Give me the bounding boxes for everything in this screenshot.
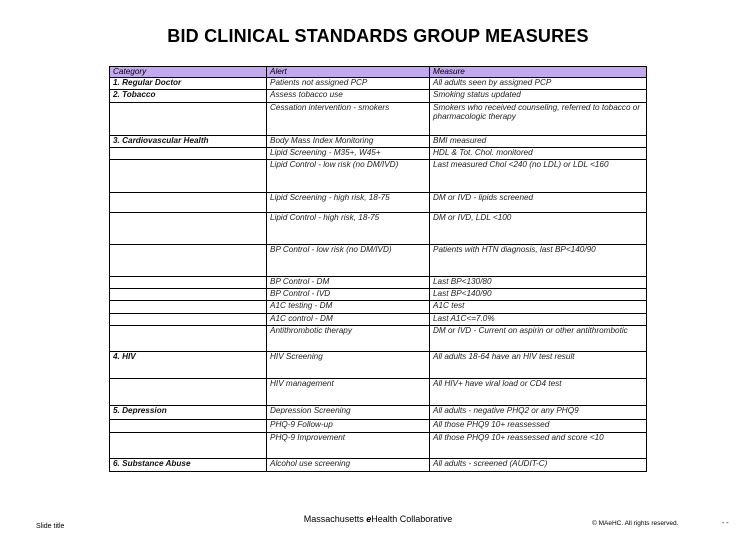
table-row	[110, 326, 647, 352]
cell-measure: BMI measured	[430, 135, 647, 147]
cell-alert: PHQ-9 Improvement	[267, 433, 430, 459]
table-row	[110, 160, 647, 193]
cell-category	[110, 433, 267, 459]
table-row	[110, 213, 647, 245]
cell-category: 1. Regular Doctor	[110, 78, 267, 90]
cell-measure: Smoking status updated	[430, 90, 647, 102]
cell-alert: BP Control - IVD	[267, 289, 430, 301]
table-row	[110, 78, 647, 90]
cell-category	[110, 193, 267, 213]
cell-alert: A1C control - DM	[267, 313, 430, 325]
table-row	[110, 433, 647, 459]
cell-alert: Cessation intervention - smokers	[267, 102, 430, 135]
cell-category	[110, 326, 267, 352]
table-row	[110, 245, 647, 277]
cell-measure: All those PHQ9 10+ reassessed	[430, 419, 647, 433]
cell-category	[110, 276, 267, 288]
cell-category	[110, 301, 267, 313]
org-name-part3: Health Collaborative	[371, 514, 453, 524]
cell-measure: DM or IVD, LDL <100	[430, 213, 647, 245]
measures-table	[109, 66, 647, 472]
table-row	[110, 352, 647, 379]
header-measure: Measure	[430, 67, 647, 78]
cell-category	[110, 102, 267, 135]
header-alert: Alert	[267, 67, 430, 78]
org-name-part1: Massachusetts	[303, 514, 367, 524]
cell-measure: Last BP<140/90	[430, 289, 647, 301]
table-row	[110, 301, 647, 313]
table-row	[110, 379, 647, 406]
cell-category	[110, 213, 267, 245]
table-row	[110, 276, 647, 288]
cell-measure: Last A1C<=7.0%	[430, 313, 647, 325]
cell-category	[110, 419, 267, 433]
cell-category	[110, 160, 267, 193]
cell-category: 3. Cardiovascular Health	[110, 135, 267, 147]
slide-title-heading: BID CLINICAL STANDARDS GROUP MEASURES	[167, 26, 589, 46]
table-row	[110, 406, 647, 420]
cell-alert: Assess tobacco use	[267, 90, 430, 102]
cell-alert: PHQ-9 Follow-up	[267, 419, 430, 433]
cell-alert: Body Mass Index Monitoring	[267, 135, 430, 147]
cell-measure: A1C test	[430, 301, 647, 313]
cell-alert: Alcohol use screening	[267, 459, 430, 472]
table-row	[110, 193, 647, 213]
table-row	[110, 289, 647, 301]
org-name-e: e	[366, 514, 372, 524]
table-row	[110, 135, 647, 147]
cell-alert: Lipid Screening - M35+, W45+	[267, 147, 430, 159]
table-row	[110, 419, 647, 433]
cell-category	[110, 245, 267, 277]
cell-alert: Lipid Control - high risk, 18-75	[267, 213, 430, 245]
cell-category	[110, 379, 267, 406]
cell-measure: All adults 18-64 have an HIV test result	[430, 352, 647, 379]
cell-alert: A1C testing - DM	[267, 301, 430, 313]
header-category: Category	[110, 67, 267, 78]
cell-alert: BP Control - low risk (no DM/IVD)	[267, 245, 430, 277]
cell-category	[110, 147, 267, 159]
footer-copyright: © MAeHC. All rights reserved.	[592, 520, 679, 527]
cell-alert: Depression Screening	[267, 406, 430, 420]
cell-measure: HDL & Tot. Chol. monitored	[430, 147, 647, 159]
cell-measure: Last BP<130/80	[430, 276, 647, 288]
cell-measure: All adults - screened (AUDIT-C)	[430, 459, 647, 472]
table-row	[110, 313, 647, 325]
cell-measure: DM or IVD - Current on aspirin or other antithrombotic	[430, 326, 647, 352]
cell-category	[110, 313, 267, 325]
cell-alert: HIV Screening	[267, 352, 430, 379]
cell-measure: DM or IVD - lipids screened	[430, 193, 647, 213]
footer-slide-title: Slide title	[36, 523, 65, 530]
cell-measure: Smokers who received counseling, referred to tobacco or pharmacologic therapy	[430, 102, 647, 135]
cell-alert: BP Control - DM	[267, 276, 430, 288]
table-row	[110, 90, 647, 102]
cell-measure: Patients with HTN diagnosis, last BP<140/90	[430, 245, 647, 277]
table-row	[110, 147, 647, 159]
cell-category: 6. Substance Abuse	[110, 459, 267, 472]
cell-measure: All those PHQ9 10+ reassessed and score <10	[430, 433, 647, 459]
cell-measure: All HIV+ have viral load or CD4 test	[430, 379, 647, 406]
cell-category	[110, 289, 267, 301]
cell-measure: All adults - negative PHQ2 or any PHQ9	[430, 406, 647, 420]
footer-page-number: - -	[722, 520, 729, 527]
cell-alert: Lipid Control - low risk (no DM/IVD)	[267, 160, 430, 193]
cell-category: 5. Depression	[110, 406, 267, 420]
cell-measure: Last measured Chol <240 (no LDL) or LDL <160	[430, 160, 647, 193]
cell-alert: Lipid Screening - high risk, 18-75	[267, 193, 430, 213]
cell-alert: Antithrombotic therapy	[267, 326, 430, 352]
cell-category: 4. HIV	[110, 352, 267, 379]
cell-category: 2. Tobacco	[110, 90, 267, 102]
table-row	[110, 102, 647, 135]
cell-alert: Patients not assigned PCP	[267, 78, 430, 90]
cell-measure: All adults seen by assigned PCP	[430, 78, 647, 90]
table-header-row	[110, 67, 647, 78]
table-row	[110, 459, 647, 472]
cell-alert: HIV management	[267, 379, 430, 406]
